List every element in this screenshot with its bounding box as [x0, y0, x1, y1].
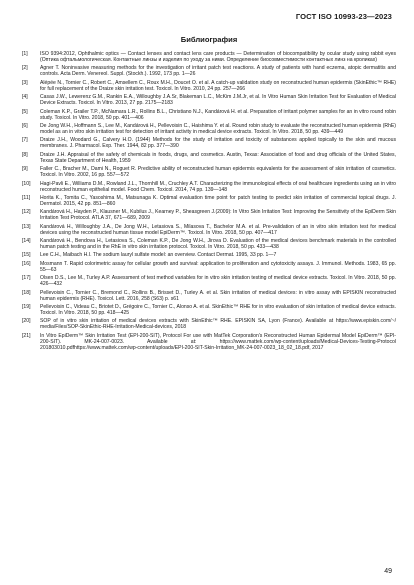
reference-number: [7]	[22, 137, 28, 144]
reference-number: [13]	[22, 223, 31, 230]
reference-item	[22, 123, 396, 135]
reference-text: Alépée N., Tornier C., Robert C., Amsellem C., Roux M.H., Doucet O. et al. A catch-up validation study on reconstructed human epidermis (SkinEthic™ RHE) for full replacement of the Draize skin irritation test. Toxicol. In Vitro. 2010, 24 pp. 257—266	[40, 79, 396, 92]
reference-number: [1]	[22, 51, 28, 57]
reference-list	[22, 51, 396, 351]
reference-item	[22, 51, 396, 63]
reference-item	[22, 65, 396, 77]
reference-text: Pellevoisin C., Tornier C., Bremond C., Rollins B., Brisset D., Turley A. et al. Skin irritation of medical devices: in vitro assay with EPISKIN reconstructed human epidermis (RHE). Toxicol. Lett. 2016, 258 (S63) p. s61	[40, 289, 396, 302]
reference-item	[22, 304, 396, 316]
reference-text: Horita K., Tomita C., Yasoshima M., Matsunaga K. Optimal evaluation time point for patch testing to predict skin irritation of commercial topical drugs. J. Dermatol. 2015, 42 pp. 851—860	[40, 194, 396, 207]
reference-item	[22, 137, 396, 149]
reference-number: [12]	[22, 209, 31, 216]
reference-number: [17]	[22, 275, 31, 282]
reference-number: [6]	[22, 122, 28, 129]
reference-number: [19]	[22, 303, 31, 310]
reference-item	[22, 290, 396, 302]
reference-number: [18]	[22, 289, 31, 296]
reference-text: Faller C., Bracher M., Dami N., Roguet R. Predictive ability of reconstructed human epidermis equivalents for the assessment of skin irritation of cosmetics. Toxicol. In Vitro. 2002, 16 pp. 557—572	[40, 166, 396, 179]
reference-item	[22, 209, 396, 221]
reference-number: [9]	[22, 166, 28, 173]
reference-text: SOP of in vitro skin irritation of medical devices extracts with SkinEthic™ RHE. EPISKIN SA, Lyon (France). Available at https://www.episkin.com/~/ media/Files/SOP-SkinEthic-RHE-Irritation-Medical-devices, 2018	[40, 318, 396, 331]
reference-text: Mosmann T. Rapid colorimetric assay for cellular growth and survival: application to proliferation and cytotoxicity assays. J. Immunol. Methods. 1983, 65 pp. 55—63	[40, 260, 396, 273]
reference-text: Agner T. Noninvasive measuring methods for the investigation of irritant patch test reactions. A study of patients with hand eczema, atopic dermatitis and controls. Acta Derm. Venereol. Suppl. (Stockh.). 1992, 173 pp. 1—26	[40, 65, 396, 78]
reference-text: ISO 9394:2012, Ophthalmic optics — Contact lenses and contact lens care products — Determination of biocompatibility by ocular study using rabbit eyes (Оптика офтальмологическая. Контактные линзы и изделия по уходу за ними. Определение биосовместимости контактных линз на кроликах)	[40, 51, 396, 64]
reference-text: Olsen D.S., Lee M., Turley A.P. Assessment of test method variables for in vitro skin irritation testing of medical device extracts. Toxicol. In Vitro. 2018, 50 pp. 426—432	[40, 275, 396, 288]
page-number: 49	[384, 568, 392, 575]
reference-text: Draize J.H., Woodard G., Calvery H.O. (1944) Methods for the study of irritation and toxicity of substances applied topically to the skin and mucous membranes. J. Pharmacol. Exp. Ther. 1944, 82 pp. 377—390	[40, 137, 396, 150]
reference-item	[22, 318, 396, 330]
reference-number: [5]	[22, 108, 28, 115]
reference-number: [2]	[22, 65, 28, 72]
reference-text: Kandárová H., Bendova H., Letasiova S., Coleman K.P., De Jong W.H., Jirova D. Evaluation of the medical devices benchmark materials in the controlled human patch testing and in the RhE in vitro skin irritation protocol. Toxicol. In Vitro. 2018, 50 pp. 433—438	[40, 238, 396, 251]
reference-item	[22, 109, 396, 121]
reference-item	[22, 238, 396, 250]
reference-text: Coleman K.P., Grailer T.P., McNamara L.R., Rollins B.L., Christiano N.J., Kandárová H. et al. Preparation of irritant polymer samples for an in vitro round robin study. Toxicol. In Vitro. 2018, 50 pp. 401—406	[40, 108, 396, 121]
reference-text: Pellevoisin C., Videau C., Briotet D., Grégoire C., Tornier C., Alonso A. et al. SkinEthic™ RHE for in vitro evaluation of skin irritation of medical device extracts. Toxicol. In Vitro. 2018, 50 pp. 418—425	[40, 303, 396, 317]
reference-item	[22, 152, 396, 164]
reference-item	[22, 166, 396, 178]
reference-number: [3]	[22, 79, 28, 86]
reference-number: [15]	[22, 252, 31, 259]
reference-item	[22, 275, 396, 287]
reference-number: [10]	[22, 180, 31, 187]
reference-item	[22, 333, 396, 351]
section-title: Библиография	[180, 35, 238, 44]
reference-text: Lee C.H., Maibach H.I. The sodium lauryl sulfate model: an overview. Contact Dermat. 1995, 33 pp. 1—7	[40, 252, 277, 259]
reference-text: Kandárová H., Willoughby J.A., De Jong W.H., Letasiova S., Milasova T., Bachelor M.A. et al. Pre-validation of an in vitro skin irritation test for medical devices using the reconstructed human tissue model EpiDerm™. Toxicol. In Vitro. 2018, 50 pp. 407—417	[40, 223, 396, 236]
reference-item	[22, 181, 396, 193]
reference-item	[22, 80, 396, 92]
reference-number: [20]	[22, 318, 31, 325]
reference-number: [11]	[22, 194, 31, 201]
reference-item	[22, 261, 396, 273]
standard-id: ГОСТ ISO 10993-23—2023	[295, 12, 392, 21]
reference-text: Hagi-Pavli E., Williams D.M., Rowland J.L., Thornhill M., Cruchley A.T. Characterizing the immunological effects of oral healthcare ingredients using an in vitro reconstructed human epithelial model. Food Chem. Toxicol. 2014, 74 pp. 139—148	[40, 180, 396, 193]
reference-number: [14]	[22, 238, 31, 245]
reference-text: Kandárová H., Hayden P., Klausner M., Kubilus J., Kearney P., Sheasgreen J.(2009): In Vitro Skin Irritation Test: Improving the Sensitivity of the EpiDerm Skin Irritation Test Protocol. ATLA 37, 671—689, 2009	[40, 209, 396, 222]
reference-text: Casas J.W., Lewerenz G.M., Rankin E.A., Willoughby J.A.Sr, Blakeman L.C., McKim J.M.Jr, et al. In Vitro Human Skin Irritation Test for Evaluation of Medical Device Extracts. Toxicol. In Vitro. 2013, 27 pp. 2175—2183	[40, 94, 396, 107]
reference-item	[22, 94, 396, 106]
reference-text: Draize J.H. Appraisal of the safety of chemicals in foods, drugs, and cosmetics. Austin, Texas: Association of food and drug officials of the United States, Texas State Department of Health, 1959	[40, 151, 396, 164]
reference-text: In Vitro EpiDerm™ Skin Irritation Test (EPI-200-SIT), Protocol For use with MatTek Corporation's Reconstructed Human Epidermal Model EpiDerm™ (EPI-200-SIT). MK-24-007-0023. Available at: https://www.mattek.com/wp-content/uploads/Medical-Devices-Testing-Protocol 201803010.pdfhttps://www.mattek.com/wp-content/uploads/EPI-200-SIT-Skin-Irritation_MK-24-007-0023_18_02_18.pdf, 2017	[40, 332, 396, 351]
reference-number: [4]	[22, 94, 28, 101]
reference-number: [16]	[22, 260, 31, 267]
reference-item	[22, 224, 396, 236]
reference-item	[22, 195, 396, 207]
reference-item	[22, 252, 396, 258]
reference-number: [21]	[22, 332, 31, 339]
reference-number: [8]	[22, 151, 28, 158]
reference-text: De Jong W.H., Hoffmann S., Lee M., Kandárová H., Pellevoisin C., Haishima Y. et al. Round robin study to evaluate the reconstructed human epidermis (RhE) model as an in vitro skin irritation test for detection of irritant activity in medical device extracts. Toxicol. In Vitro. 2018, 50 pp. 439—449	[40, 122, 396, 135]
